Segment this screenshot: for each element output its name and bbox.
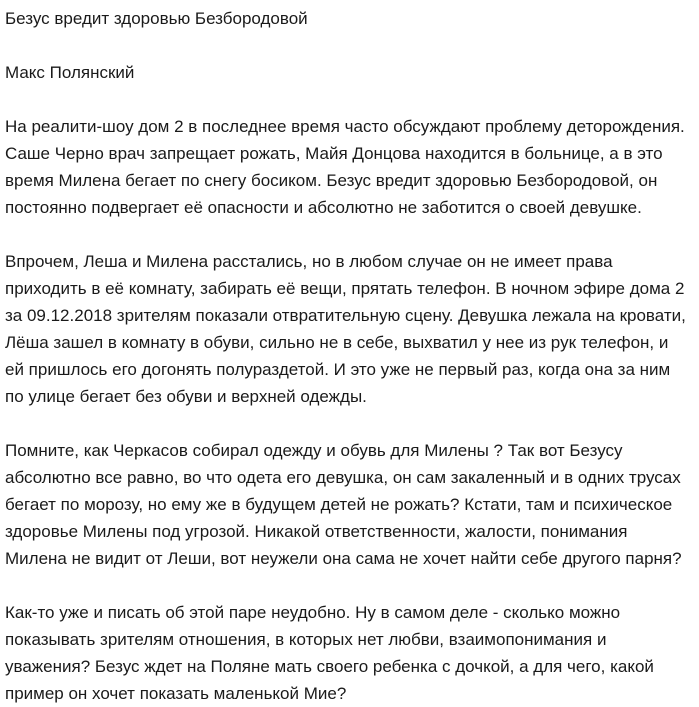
article-body — [5, 113, 690, 707]
article-paragraph: Помните, как Черкасов собирал одежду и обувь для Милены ? Так вот Безусу абсолютно все равно, во что одета его девушка, он сам закаленный и в одних трусах бегает по морозу, но ему же в будущем детей не рожать? Кстати, там и психическое здоровье Милены под угрозой. Никакой ответственности, жалости, понимания Милена не видит от Леши, вот неужели она сама не хочет найти себе другого парня? — [5, 441, 682, 568]
article-paragraph: Как-то уже и писать об этой паре неудобно. Ну в самом деле - сколько можно показывать зрителям отношения, в которых нет любви, взаимопонимания и уважения? Безус ждет на Поляне мать своего ребенка с дочкой, а для чего, какой пример он хочет показать маленькой Мие? — [5, 603, 654, 703]
article-paragraph: На реалити-шоу дом 2 в последнее время часто обсуждают проблему деторождения. Саше Черно врач запрещает рожать, Майя Донцова находится в больнице, а в это время Милена бегает по снегу босиком. Безус вредит здоровью Безбородовой, он постоянно подвергает её опасности и абсолютно не заботится о своей девушке. — [5, 117, 685, 217]
article-paragraph: Впрочем, Леша и Милена расстались, но в любом случае он не имеет права приходить в её комнату, забирать её вещи, прятать телефон. В ночном эфире дома 2 за 09.12.2018 зрителям показали отвратительную сцену. Девушка лежала на кровати, Лёша зашел в комнату в обуви, сильно не в себе, выхватил у нее из рук телефон, и ей пришлось его догонять полураздетой. И это уже не первый раз, когда она за ним по улице бегает без обуви и верхней одежды. — [5, 252, 686, 406]
article-byline: Макс Полянский — [5, 63, 135, 82]
page-title: Безус вредит здоровью Безбородовой — [5, 9, 308, 28]
